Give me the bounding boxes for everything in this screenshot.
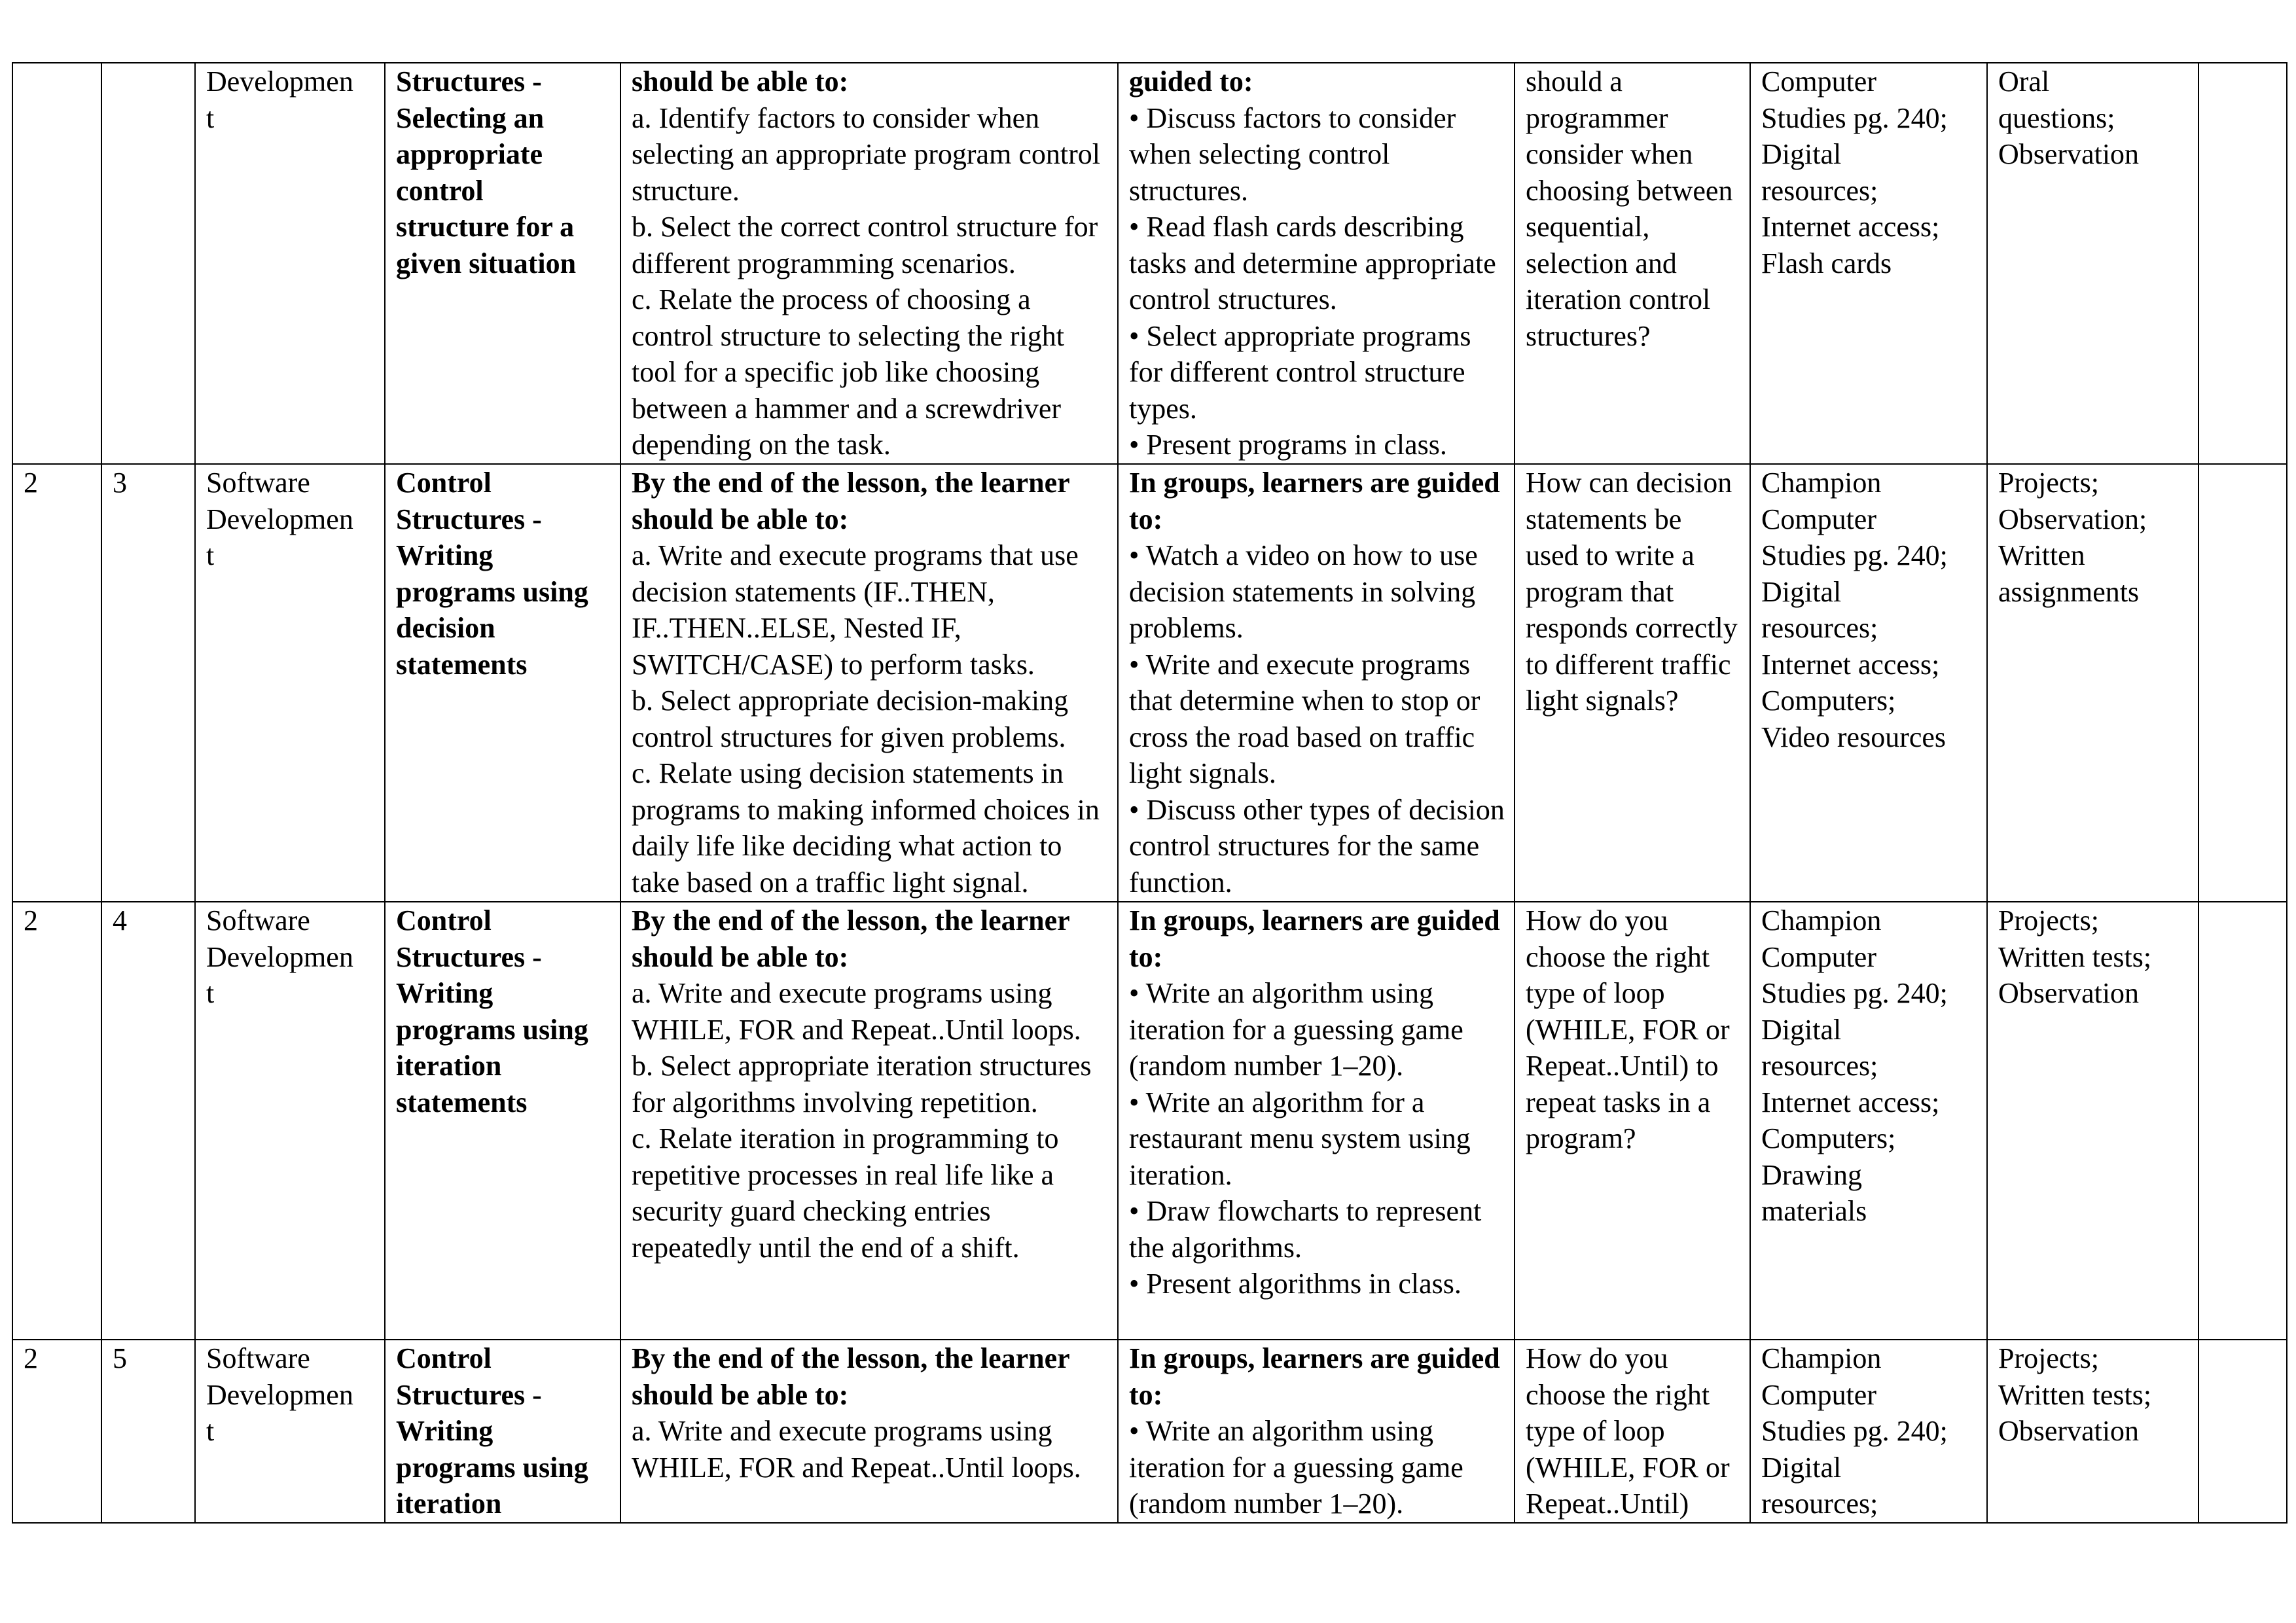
experiences-intro: In groups, learners are guided to: xyxy=(1129,904,1500,973)
week-cell: 2 xyxy=(12,1340,101,1523)
outcomes-intro: By the end of the lesson, the learner should be able to: xyxy=(632,467,1069,535)
assessment-cell: Oral questions; Observation xyxy=(1987,63,2198,464)
table-row xyxy=(12,464,2287,902)
outcomes-body: a. Identify factors to consider when selecting an appropriate program control structure. b. Select the correct control structure for different programming scenarios. c. Relate the process of choosing a control structure to selecting the right tool for a specific job like choosing between a hammer and a screwdriver depending on the task. xyxy=(632,101,1100,461)
week-cell: 2 xyxy=(12,902,101,1340)
outcomes-body: a. Write and execute programs using WHILE, FOR and Repeat..Until loops. b. Select appropriate iteration structures for algorithms involving repetition. c. Relate iteration in programming to repetitive processes in real life like a security guard checking entries repeatedly until the end of a shift. xyxy=(632,977,1092,1264)
assessment-cell: Projects; Observation; Written assignments xyxy=(1987,464,2198,902)
resources-cell: Computer Studies pg. 240; Digital resources; Internet access; Flash cards xyxy=(1750,63,1987,464)
learning-outcomes-cell xyxy=(620,464,1118,902)
inquiry-question-cell: How do you choose the right type of loop (WHILE, FOR or Repeat..Until) to repeat tasks in a program? xyxy=(1515,902,1750,1340)
lesson-cell xyxy=(101,63,195,464)
learning-outcomes-cell xyxy=(620,1340,1118,1523)
sub-strand-cell: Control Structures - Writing programs using decision statements xyxy=(385,464,620,902)
experiences-body: • Write an algorithm using iteration for a guessing game (random number 1–20). xyxy=(1129,1415,1463,1520)
inquiry-question-cell: How do you choose the right type of loop (WHILE, FOR or Repeat..Until) xyxy=(1515,1340,1750,1523)
outcomes-body: a. Write and execute programs using WHILE, FOR and Repeat..Until loops. xyxy=(632,1415,1081,1484)
learning-experiences-cell xyxy=(1118,63,1515,464)
learning-experiences-cell xyxy=(1118,902,1515,1340)
strand-cell: Software Developmen t xyxy=(195,1340,385,1523)
learning-outcomes-cell xyxy=(620,63,1118,464)
lesson-cell: 5 xyxy=(101,1340,195,1523)
learning-experiences-cell xyxy=(1118,1340,1515,1523)
experiences-intro: In groups, learners are guided to: xyxy=(1129,467,1500,535)
sub-strand-cell: Control Structures - Writing programs using iteration statements xyxy=(385,902,620,1340)
outcomes-intro: By the end of the lesson, the learner should be able to: xyxy=(632,904,1069,973)
experiences-intro: In groups, learners are guided to: xyxy=(1129,1342,1500,1411)
remarks-cell xyxy=(2198,1340,2287,1523)
assessment-cell: Projects; Written tests; Observation xyxy=(1987,902,2198,1340)
inquiry-question-cell: How can decision statements be used to write a program that responds correctly to different traffic light signals? xyxy=(1515,464,1750,902)
lesson-cell: 4 xyxy=(101,902,195,1340)
experiences-body: • Discuss factors to consider when selecting control structures. • Read flash cards describing tasks and determine appropriate control structures. • Select appropriate programs for different control structure types. • Present programs in class. xyxy=(1129,101,1496,461)
sub-strand-cell: Structures - Selecting an appropriate control structure for a given situation xyxy=(385,63,620,464)
table-row xyxy=(12,902,2287,1340)
inquiry-question-cell: should a programmer consider when choosing between sequential, selection and iteration control structures? xyxy=(1515,63,1750,464)
remarks-cell xyxy=(2198,63,2287,464)
scheme-of-work-table xyxy=(12,62,2287,1524)
experiences-intro: guided to: xyxy=(1129,65,1253,98)
outcomes-body: a. Write and execute programs that use decision statements (IF..THEN, IF..THEN..ELSE, Nested IF, SWITCH/CASE) to perform tasks. b. Select appropriate decision-making control structures for given problems. c. Relate using decision statements in programs to making informed choices in daily life like deciding what action to take based on a traffic light signal. xyxy=(632,539,1100,899)
learning-experiences-cell xyxy=(1118,464,1515,902)
resources-cell: Champion Computer Studies pg. 240; Digital resources; xyxy=(1750,1340,1987,1523)
outcomes-intro: By the end of the lesson, the learner should be able to: xyxy=(632,1342,1069,1411)
remarks-cell xyxy=(2198,464,2287,902)
experiences-body: • Write an algorithm using iteration for a guessing game (random number 1–20). • Write an algorithm for a restaurant menu system using iteration. • Draw flowcharts to represent the algorithms. • Present algorithms in class. xyxy=(1129,977,1482,1300)
outcomes-intro: should be able to: xyxy=(632,65,849,98)
resources-cell: Champion Computer Studies pg. 240; Digital resources; Internet access; Computers; Drawing materials xyxy=(1750,902,1987,1340)
assessment-cell: Projects; Written tests; Observation xyxy=(1987,1340,2198,1523)
table-row xyxy=(12,1340,2287,1523)
remarks-cell xyxy=(2198,902,2287,1340)
resources-cell: Champion Computer Studies pg. 240; Digital resources; Internet access; Computers; Video resources xyxy=(1750,464,1987,902)
strand-cell: Software Developmen t xyxy=(195,902,385,1340)
learning-outcomes-cell xyxy=(620,902,1118,1340)
sub-strand-cell: Control Structures - Writing programs using iteration xyxy=(385,1340,620,1523)
strand-cell: Software Developmen t xyxy=(195,464,385,902)
strand-cell: Developmen t xyxy=(195,63,385,464)
experiences-body: • Watch a video on how to use decision statements in solving problems. • Write and execute programs that determine when to stop or cross the road based on traffic light signals. • Discuss other types of decision control structures for the same function. xyxy=(1129,539,1505,899)
lesson-cell: 3 xyxy=(101,464,195,902)
week-cell: 2 xyxy=(12,464,101,902)
table-row xyxy=(12,63,2287,464)
week-cell xyxy=(12,63,101,464)
